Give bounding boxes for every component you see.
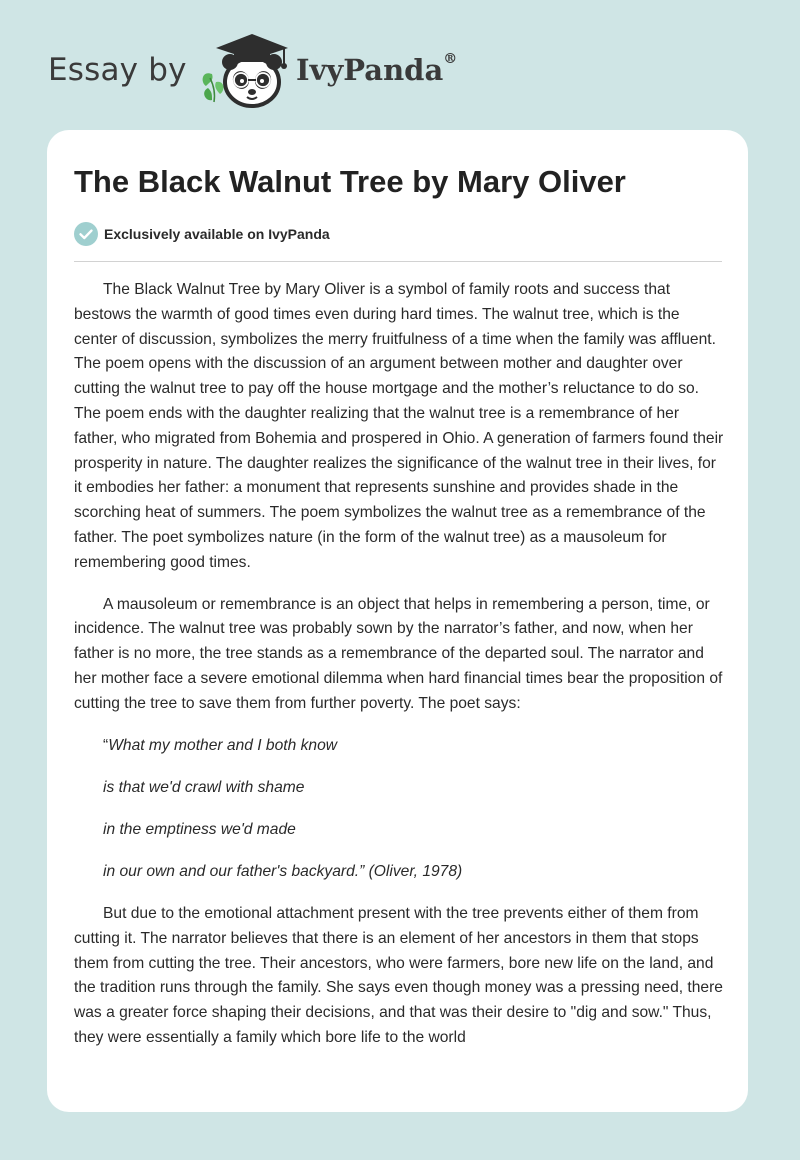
essay-title: The Black Walnut Tree by Mary Oliver — [74, 164, 626, 199]
exclusive-badge — [74, 222, 330, 246]
site-header — [48, 28, 478, 108]
poem-quote-line — [74, 860, 724, 885]
ivypanda-logo[interactable] — [198, 30, 294, 110]
exclusive-badge-label: Exclusively available on IvyPanda — [104, 226, 330, 242]
quote-text: in the emptiness we'd made — [103, 820, 296, 838]
essay-paragraph: But due to the emotional attachment present with the tree prevents either of them from cutting it. The narrator believes that there is an element of her ancestors in them that stops them from cutting the tree. Their ancestors, who were farmers, bore new life on the land, and the tradition runs through the family. She says even though money was a pressing need, there was a greater force shaping their decisions, and that was their desire to "dig and sow." Thus, they were essentially a family which bore life to the world — [74, 904, 723, 1046]
essay-paragraph: A mausoleum or remembrance is an object that helps in remembering a person, time, or incidence. The walnut tree was probably sown by the narrator’s father, and now, when her father is no more, the tree stands as a remembrance of the departed soul. The narrator and her mother face a severe emotional dilemma when hard financial times bear the proposition of cutting the tree to save them from further poverty. The poet says: — [74, 595, 723, 712]
panda-graduation-cap-icon — [198, 30, 294, 110]
poem-quote-line — [74, 818, 724, 843]
quote-open-mark: “ — [103, 736, 109, 754]
title-divider — [74, 261, 722, 262]
essay-by-label: Essay by — [48, 52, 187, 88]
poem-quote-line — [74, 776, 724, 801]
quote-text: is that we'd crawl with shame — [103, 778, 305, 796]
registered-mark: ® — [443, 51, 458, 67]
essay-body — [74, 278, 724, 1068]
quote-text: in our own and our father's backyard.” — [103, 862, 365, 880]
brand-name-text: IvyPanda — [296, 53, 444, 87]
check-circle-icon — [74, 222, 98, 246]
essay-paragraph: The Black Walnut Tree by Mary Oliver is a symbol of family roots and success that bestows the warmth of good times even during hard times. The walnut tree, which is the center of discussion, symbolizes the merry fruitfulness of a time when the family was affluent. The poem opens with the discussion of an argument between mother and daughter over cutting the walnut tree to pay off the house mortgage and the mother’s reluctance to do so. The poem ends with the daughter realizing that the walnut tree is a remembrance of her father, who migrated from Bohemia and prospered in Ohio. A generation of farmers found their prosperity in nature. The daughter realizes the significance of the walnut tree in their lives, for it embodies her father: a monument that represents sunshine and provides shade in the scorching heat of summers. The poem symbolizes the walnut tree as a remembrance of the father. The poet symbolizes nature (in the form of the walnut tree) as a mausoleum for remembering good times. — [74, 281, 724, 571]
ivypanda-wordmark[interactable] — [296, 53, 457, 87]
quote-citation: (Oliver, 1978) — [364, 862, 463, 880]
poem-quote-line — [74, 734, 724, 759]
quote-text: What my mother and I both know — [108, 736, 338, 754]
essay-card — [47, 130, 748, 1112]
